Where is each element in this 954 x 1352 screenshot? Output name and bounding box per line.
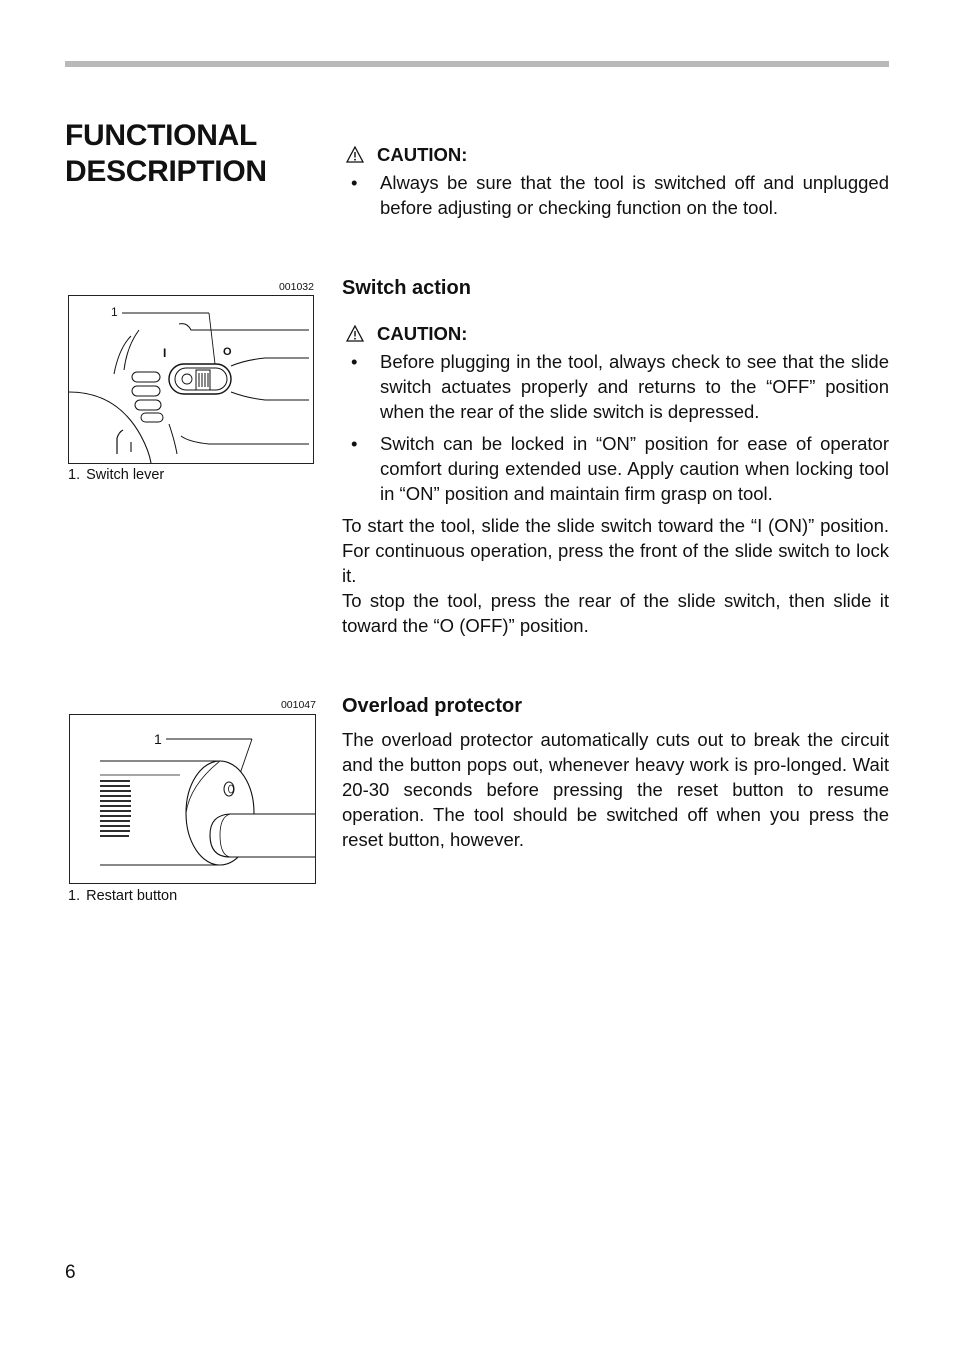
section-title-line2: DESCRIPTION bbox=[65, 155, 267, 188]
general-caution-block bbox=[342, 142, 889, 227]
switch-stop-paragraph: To stop the tool, press the rear of the slide switch, then slide it toward the “O (OFF)” position. bbox=[342, 590, 889, 636]
caption-number: 1. bbox=[68, 467, 81, 483]
figure-code: 001032 bbox=[278, 281, 314, 293]
caution-bullet-list bbox=[342, 170, 889, 220]
caption-number: 1. bbox=[68, 888, 81, 904]
overload-protector-heading: Overload protector bbox=[342, 695, 523, 717]
caution-heading bbox=[342, 142, 889, 166]
caption-text: Switch lever bbox=[86, 467, 165, 483]
caution-heading bbox=[342, 321, 889, 345]
figure-caption bbox=[68, 467, 164, 483]
restart-button-illustration bbox=[70, 715, 315, 883]
top-rule bbox=[65, 61, 889, 67]
figure-caption bbox=[68, 888, 177, 904]
switch-action-section bbox=[342, 276, 889, 638]
switch-off-mark: O bbox=[223, 346, 232, 358]
restart-button-figure bbox=[69, 714, 316, 884]
figure-callout: 1 bbox=[111, 305, 118, 319]
list-item: • Always be sure that the tool is switched off and unplugged before adjusting or checking function on the tool. bbox=[342, 170, 889, 220]
switch-on-mark: I bbox=[163, 346, 167, 360]
list-item: • Before plugging in the tool, always check to see that the slide switch actuates properly and returns to the “OFF” position when the rear of the slide switch is depressed. bbox=[342, 349, 889, 424]
switch-start-paragraph: To start the tool, slide the slide switch toward the “I (ON)” position. For continuous operation, press the front of the slide switch to lock it. bbox=[342, 515, 889, 586]
figure-code: 001047 bbox=[280, 699, 316, 711]
figure-callout: 1 bbox=[154, 731, 162, 747]
switch-lever-illustration bbox=[69, 296, 313, 463]
switch-action-heading: Switch action bbox=[342, 277, 471, 299]
caution-label: CAUTION: bbox=[377, 143, 468, 165]
warning-triangle-icon bbox=[346, 325, 364, 342]
caution-label: CAUTION: bbox=[377, 322, 468, 344]
section-title bbox=[65, 118, 325, 190]
overload-paragraph: The overload protector automatically cuts out to break the circuit and the button pops out, whenever heavy work is pro-longed. Wait 20-30 seconds before pressing the reset button to resume operation. The tool should be switched off when you press the reset button, however. bbox=[342, 729, 889, 850]
caption-text: Restart button bbox=[86, 888, 178, 904]
overload-protector-section bbox=[342, 694, 889, 852]
page-number: 6 bbox=[65, 1262, 76, 1283]
caution-bullet-list bbox=[342, 349, 889, 506]
list-item: • Switch can be locked in “ON” position for ease of operator comfort during extended use. Apply caution when locking tool in “ON” position and maintain firm grasp on tool. bbox=[342, 431, 889, 506]
section-title-line1: FUNCTIONAL bbox=[65, 119, 257, 152]
switch-lever-figure bbox=[68, 295, 314, 464]
warning-triangle-icon bbox=[346, 146, 364, 163]
